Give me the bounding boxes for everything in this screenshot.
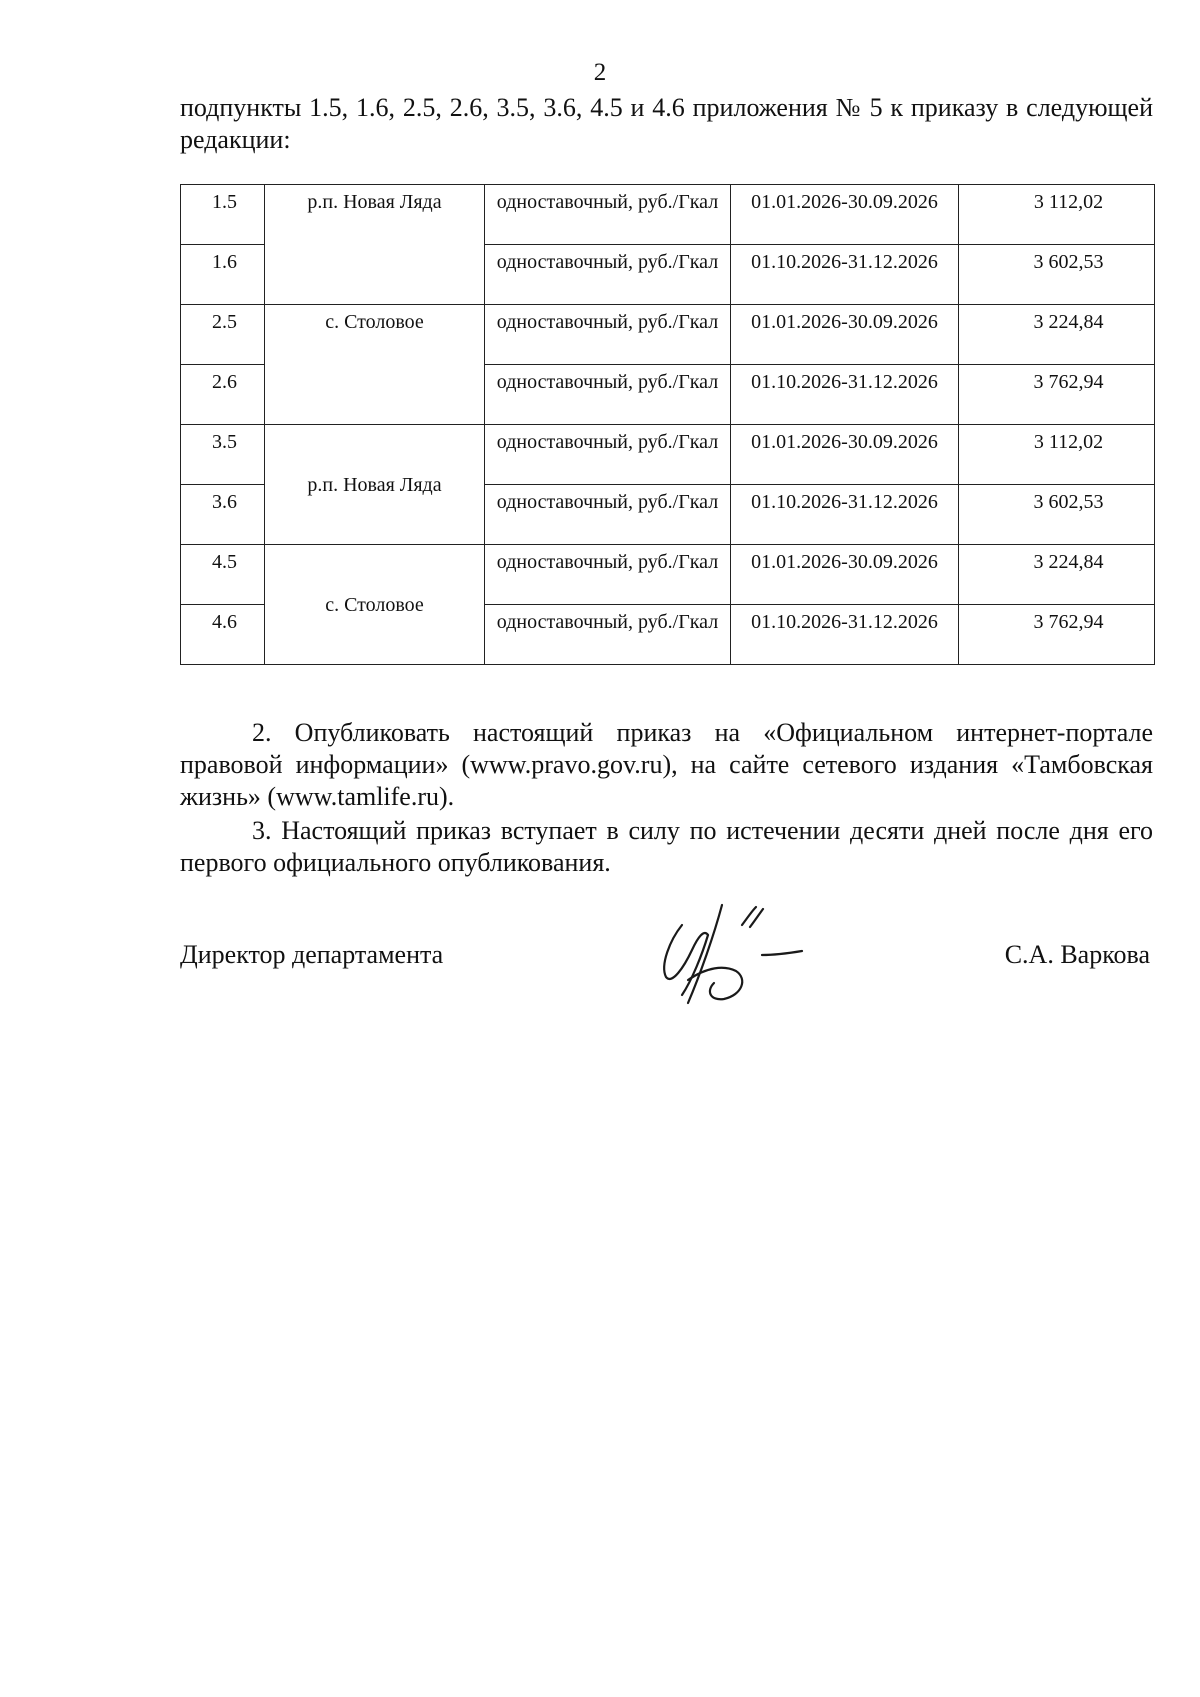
- signatory-title: Директор департамента: [180, 940, 444, 969]
- row-tariff-type: одноставочный, руб./Гкал: [485, 425, 731, 485]
- tariff-table: [180, 184, 1155, 665]
- signatory-name: С.А. Варкова: [1004, 940, 1150, 969]
- row-value: 3 112,02: [959, 185, 1155, 245]
- row-value: 3 224,84: [959, 545, 1155, 605]
- row-tariff-type: одноставочный, руб./Гкал: [485, 245, 731, 305]
- row-number: 1.5: [181, 185, 265, 245]
- row-value: 3 762,94: [959, 605, 1155, 665]
- row-tariff-type: одноставочный, руб./Гкал: [485, 185, 731, 245]
- row-number: 1.6: [181, 245, 265, 305]
- paragraph-publication: 2. Опубликовать настоящий приказ на «Официальном интернет-портале правовой информации» (www.pravo.gov.ru), на сайте сетевого издания «Тамбовская жизнь» (www.tamlife.ru).: [180, 718, 1153, 811]
- row-value: 3 762,94: [959, 365, 1155, 425]
- paragraph-effective-date: 3. Настоящий приказ вступает в силу по истечении десяти дней после дня его первого официального опубликования.: [180, 816, 1153, 877]
- table-row: [181, 425, 1155, 485]
- row-period: 01.10.2026-31.12.2026: [731, 605, 959, 665]
- row-period: 01.10.2026-31.12.2026: [731, 365, 959, 425]
- row-value: 3 602,53: [959, 485, 1155, 545]
- row-tariff-type: одноставочный, руб./Гкал: [485, 545, 731, 605]
- row-period: 01.01.2026-30.09.2026: [731, 185, 959, 245]
- row-period: 01.10.2026-31.12.2026: [731, 245, 959, 305]
- row-number: 4.6: [181, 605, 265, 665]
- row-value: 3 224,84: [959, 305, 1155, 365]
- row-number: 3.6: [181, 485, 265, 545]
- row-period: 01.10.2026-31.12.2026: [731, 485, 959, 545]
- row-number: 2.5: [181, 305, 265, 365]
- row-number: 3.5: [181, 425, 265, 485]
- row-location: р.п. Новая Ляда: [265, 185, 485, 305]
- row-tariff-type: одноставочный, руб./Гкал: [485, 365, 731, 425]
- table-row: [181, 545, 1155, 605]
- row-tariff-type: одноставочный, руб./Гкал: [485, 305, 731, 365]
- row-number: 2.6: [181, 365, 265, 425]
- row-period: 01.01.2026-30.09.2026: [731, 425, 959, 485]
- row-value: 3 602,53: [959, 245, 1155, 305]
- table-row: [181, 185, 1155, 245]
- row-tariff-type: одноставочный, руб./Гкал: [485, 485, 731, 545]
- row-location: с. Столовое: [265, 545, 485, 665]
- row-tariff-type: одноставочный, руб./Гкал: [485, 605, 731, 665]
- table-row: [181, 305, 1155, 365]
- row-value: 3 112,02: [959, 425, 1155, 485]
- intro-paragraph: подпункты 1.5, 1.6, 2.5, 2.6, 3.5, 3.6, 4.5 и 4.6 приложения № 5 к приказу в следующей редакции:: [180, 93, 1153, 154]
- row-number: 4.5: [181, 545, 265, 605]
- row-location: р.п. Новая Ляда: [265, 425, 485, 545]
- signature-image: [652, 895, 822, 1005]
- row-period: 01.01.2026-30.09.2026: [731, 545, 959, 605]
- row-location: с. Столовое: [265, 305, 485, 425]
- page-number: 2: [593, 59, 607, 86]
- row-period: 01.01.2026-30.09.2026: [731, 305, 959, 365]
